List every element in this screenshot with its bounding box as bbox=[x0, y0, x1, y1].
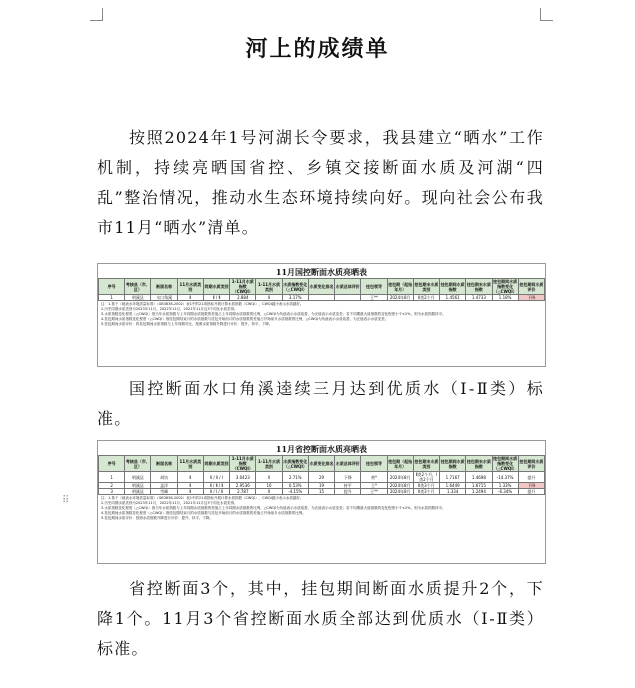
table-cell: Ⅱ / Ⅱ / Ⅰ bbox=[203, 472, 229, 483]
table-cell: 1.18% bbox=[492, 295, 518, 301]
table-cell: 下降 bbox=[335, 472, 361, 483]
table-cell: Ⅱ bbox=[177, 483, 203, 489]
table-cell: 3 bbox=[99, 489, 125, 495]
table-cell: 2024年8月 bbox=[387, 483, 413, 489]
table-cell: 29 bbox=[308, 472, 334, 483]
table-note: 5.挂包期间水质评价：按照水质指数升降进行评价：提升、持平、下降。 bbox=[101, 516, 213, 520]
table-cell: 2 bbox=[99, 483, 125, 489]
table-cell: 2.787 bbox=[230, 489, 256, 495]
provincial-table-grid bbox=[98, 455, 545, 495]
national-table-grid bbox=[98, 278, 545, 301]
table-cell: 黄* bbox=[361, 472, 387, 483]
table-row bbox=[99, 295, 545, 301]
table-cell: 王** bbox=[361, 295, 387, 301]
column-header: 挂包期末水质类别 bbox=[413, 456, 439, 472]
table-note: 2.历史同期水质类别为2023年11月，2022年11月，2021年11月这3个同比水质类别。 bbox=[101, 501, 238, 505]
table-cell: 王** bbox=[361, 489, 387, 495]
table-cell: 明溪县 bbox=[125, 489, 151, 495]
table-cell: -4.15% bbox=[282, 489, 308, 495]
table-cell: 1.6449 bbox=[440, 483, 466, 489]
paragraph-intro: 按照2024年1号河湖长令要求，我县建立“晒水”工作机制，持续亮晒国省控、乡镇交接断面水质及河湖“四乱”整治情况，推动水生态环境持续向好。现向社会公布我市11月“晒水”清单。 bbox=[97, 128, 544, 237]
table-cell: 2024年8月 bbox=[387, 472, 413, 483]
column-header: 序号 bbox=[99, 456, 125, 472]
column-header: 考核县（市、区） bbox=[125, 279, 151, 295]
table-cell: 1 bbox=[99, 295, 125, 301]
document-title: 河上的成绩单 bbox=[245, 36, 390, 62]
table-cell: Ⅱ / Ⅱ bbox=[203, 295, 229, 301]
table-cell: 2.884 bbox=[230, 295, 256, 301]
column-header: 挂包期间水质指数变化（△CWQI） bbox=[493, 279, 518, 294]
table-cell: 19 bbox=[308, 483, 334, 489]
table-cell bbox=[308, 295, 334, 301]
table-cell: Ⅱ bbox=[256, 472, 282, 483]
table-note: 4.挂包期间水质指数变化程度（△CWQI）指挂包期结束月的水质指数与挂包开始前月的水质指数的差值占开始前月水质指数的比例。 bbox=[101, 511, 306, 515]
column-header: 11月水质类别 bbox=[177, 456, 203, 472]
table-cell: 盖洋 bbox=[151, 483, 177, 489]
column-header: 挂包期间水质评价 bbox=[518, 456, 544, 472]
column-header: 序号 bbox=[99, 279, 125, 295]
table-cell: Ⅱ / Ⅱ / Ⅱ bbox=[203, 483, 229, 489]
table-cell: 2024年8月 bbox=[387, 489, 413, 495]
table-cell: 提升 bbox=[518, 489, 544, 495]
column-header: 挂包期（起始年月） bbox=[387, 456, 413, 472]
table-row bbox=[99, 483, 545, 489]
column-header: 挂包期间水质指数 bbox=[440, 456, 466, 472]
table-cell: 1.6715 bbox=[466, 483, 492, 489]
table-cell: 1.334 bbox=[440, 489, 466, 495]
table-cell: Ⅱ bbox=[177, 489, 203, 495]
table-cell: 提升 bbox=[518, 472, 544, 483]
column-header: 1-11月水质类别 bbox=[256, 456, 282, 472]
table-cell: 持平 bbox=[335, 483, 361, 489]
table-cell: 胡坊 bbox=[151, 472, 177, 483]
provincial-table-notes bbox=[98, 495, 545, 522]
table-note: 2.历史同期水质类别为2023年11月，2022年11月，2021年11月这3个同比水质类别。 bbox=[101, 307, 238, 311]
table-cell: 2.71% bbox=[282, 472, 308, 483]
table-cell: 明溪县 bbox=[125, 483, 151, 489]
column-header: 1-11月水质指数（CWQI） bbox=[230, 279, 256, 295]
table-cell: Ⅱ类2个月，Ⅰ类2个月 bbox=[413, 472, 439, 483]
column-header: 水质变化排名 bbox=[308, 456, 334, 472]
table-cell: Ⅱ类3个月 bbox=[413, 489, 439, 495]
column-header: 1-11月水质指数（CWQI） bbox=[230, 456, 256, 472]
table-cell: 明溪县 bbox=[125, 295, 151, 301]
table-cell: 2.9536 bbox=[230, 483, 256, 489]
column-header: 1-11月水质类别 bbox=[256, 279, 282, 295]
table-cell: 15 bbox=[308, 489, 334, 495]
column-header: 挂包期末水质指数 bbox=[466, 456, 492, 472]
table-cell: 下降 bbox=[518, 483, 544, 489]
table-cell: Ⅱ bbox=[177, 472, 203, 483]
drag-handle-icon[interactable]: ⠿ bbox=[62, 495, 70, 506]
column-header: 挂包领导 bbox=[361, 279, 387, 295]
table-cell: 1.4733 bbox=[466, 295, 492, 301]
provincial-section-table bbox=[97, 440, 546, 564]
table-cell: Ⅱ bbox=[256, 295, 282, 301]
table-cell: Ⅱ类3个月 bbox=[413, 483, 439, 489]
column-header: 水质指数变化（△CWQI） bbox=[282, 456, 308, 472]
table-note: 4.挂包期间水质指数变化程度（△CWQI）指挂包期结束月的水质指数与挂包开始前月的水质指数的差值占开始前月水质指数的比例，△CWQI为负值表示水质改善，为正值表示水质变差。 bbox=[101, 317, 389, 321]
table-cell bbox=[335, 295, 361, 301]
table-cell: 3.17% bbox=[282, 295, 308, 301]
column-header: 挂包期间水质评价 bbox=[518, 279, 544, 295]
table-note: 3.水质指数变化程度（△CWQI）指当年水质指数与上年同期水质指数的差值占上年同期水质指数的比例，△CWQI为负值表示水质改善，为正值表示水质变差；若不同期最大值指数的变化程度小于±2%，则为水质指数持平。 bbox=[101, 506, 446, 510]
table-cell: 雪峰 bbox=[151, 489, 177, 495]
table-cell: 0.53% bbox=[282, 483, 308, 489]
national-section-table bbox=[97, 263, 546, 367]
table-cell: 1.33% bbox=[492, 483, 518, 489]
column-header: 挂包期间水质指数变化（△CWQI） bbox=[493, 456, 518, 471]
table-note: 注：1.基于《地表水环境质量标准》（GB3838-2002）表1中的21项指标开展计算水质指数（CWQI），CWQI越小表示水质越好。 bbox=[101, 302, 304, 306]
national-table-title: 11月国控断面水质亮晒表 bbox=[275, 267, 368, 277]
national-table-notes bbox=[98, 301, 545, 328]
table-note: 3.水质指数变化程度（△CWQI）指当年水质指数与上年同期水质指数的差值占上年同期水质指数的比例，△CWQI为负值表示水质改善，为正值表示水质变差；若不同期最大值指数的变化程度小于±2%，则为水质指数持平。 bbox=[101, 312, 446, 316]
column-header: 水质总体评价 bbox=[335, 456, 361, 472]
table-cell: 2024年8月 bbox=[387, 295, 413, 301]
table-row bbox=[99, 489, 545, 495]
column-header: 同期水质类别 bbox=[203, 279, 229, 295]
table-cell: 明溪县 bbox=[125, 472, 151, 483]
column-header: 挂包期（起始年月） bbox=[387, 279, 413, 295]
table-cell: 16 bbox=[256, 483, 282, 489]
table-cell: Ⅱ / Ⅰ / Ⅱ bbox=[203, 489, 229, 495]
column-header: 挂包期末水质类别 bbox=[413, 279, 439, 295]
column-header: 水质指数变化（△CWQI） bbox=[282, 279, 308, 295]
column-header: 挂包期间水质指数 bbox=[440, 279, 466, 295]
column-header: 水质总体评价 bbox=[335, 279, 361, 295]
table-cell: -14.37% bbox=[492, 472, 518, 483]
table-cell: 提升 bbox=[335, 489, 361, 495]
table-cell: 1.4698 bbox=[466, 472, 492, 483]
provincial-table-title: 11月省控断面水质亮晒表 bbox=[275, 444, 368, 454]
table-cell: 王* bbox=[361, 483, 387, 489]
page-corner-mark-left bbox=[90, 8, 103, 21]
paragraph-provincial: 省控断面3个，其中，挂包期间断面水质提升2个，下降1个。11月3个省控断面水质全部达到优质水（Ⅰ-Ⅱ类）标准。 bbox=[97, 579, 544, 658]
column-header: 同期水质类别 bbox=[203, 456, 229, 472]
table-cell: 1.7167 bbox=[440, 472, 466, 483]
column-header: 考核县（市、区） bbox=[125, 456, 151, 472]
column-header: 断面名称 bbox=[151, 456, 177, 472]
paragraph-national: 国控断面水口角溪逵续三月达到优质水（Ⅰ-Ⅱ类）标准。 bbox=[97, 379, 544, 428]
table-cell: 1.4561 bbox=[440, 295, 466, 301]
table-cell: 1.2494 bbox=[466, 489, 492, 495]
table-cell: Ⅱ bbox=[256, 489, 282, 495]
column-header: 11月水质类别 bbox=[177, 279, 203, 295]
column-header: 断面名称 bbox=[151, 279, 177, 295]
page-corner-mark-right bbox=[540, 8, 553, 21]
table-note: 注：1.基于《地表水环境质量标准》（GB3838-2002）表1中的21项指标开展计算水质指数（CWQI），CWQI越小表示水质越好。 bbox=[101, 496, 304, 500]
table-cell: 3.0423 bbox=[230, 472, 256, 483]
column-header: 挂包期末水质指数 bbox=[466, 279, 492, 295]
table-cell: 1 bbox=[99, 472, 125, 483]
table-cell: Ⅱ bbox=[177, 295, 203, 301]
table-cell: 水口角溪 bbox=[151, 295, 177, 301]
table-row bbox=[99, 472, 545, 483]
column-header: 水质变化排名 bbox=[308, 279, 334, 295]
table-note: 5.挂包期间水质评价：将挂包期间水质指数与上年同期对比，按照水质指数升降进行评价：提升、持平、下降。 bbox=[101, 322, 273, 326]
column-header: 挂包领导 bbox=[361, 456, 387, 472]
table-cell: 下降 bbox=[518, 295, 544, 301]
table-cell: -6.34% bbox=[492, 489, 518, 495]
table-cell: Ⅱ类2个月 bbox=[413, 295, 439, 301]
